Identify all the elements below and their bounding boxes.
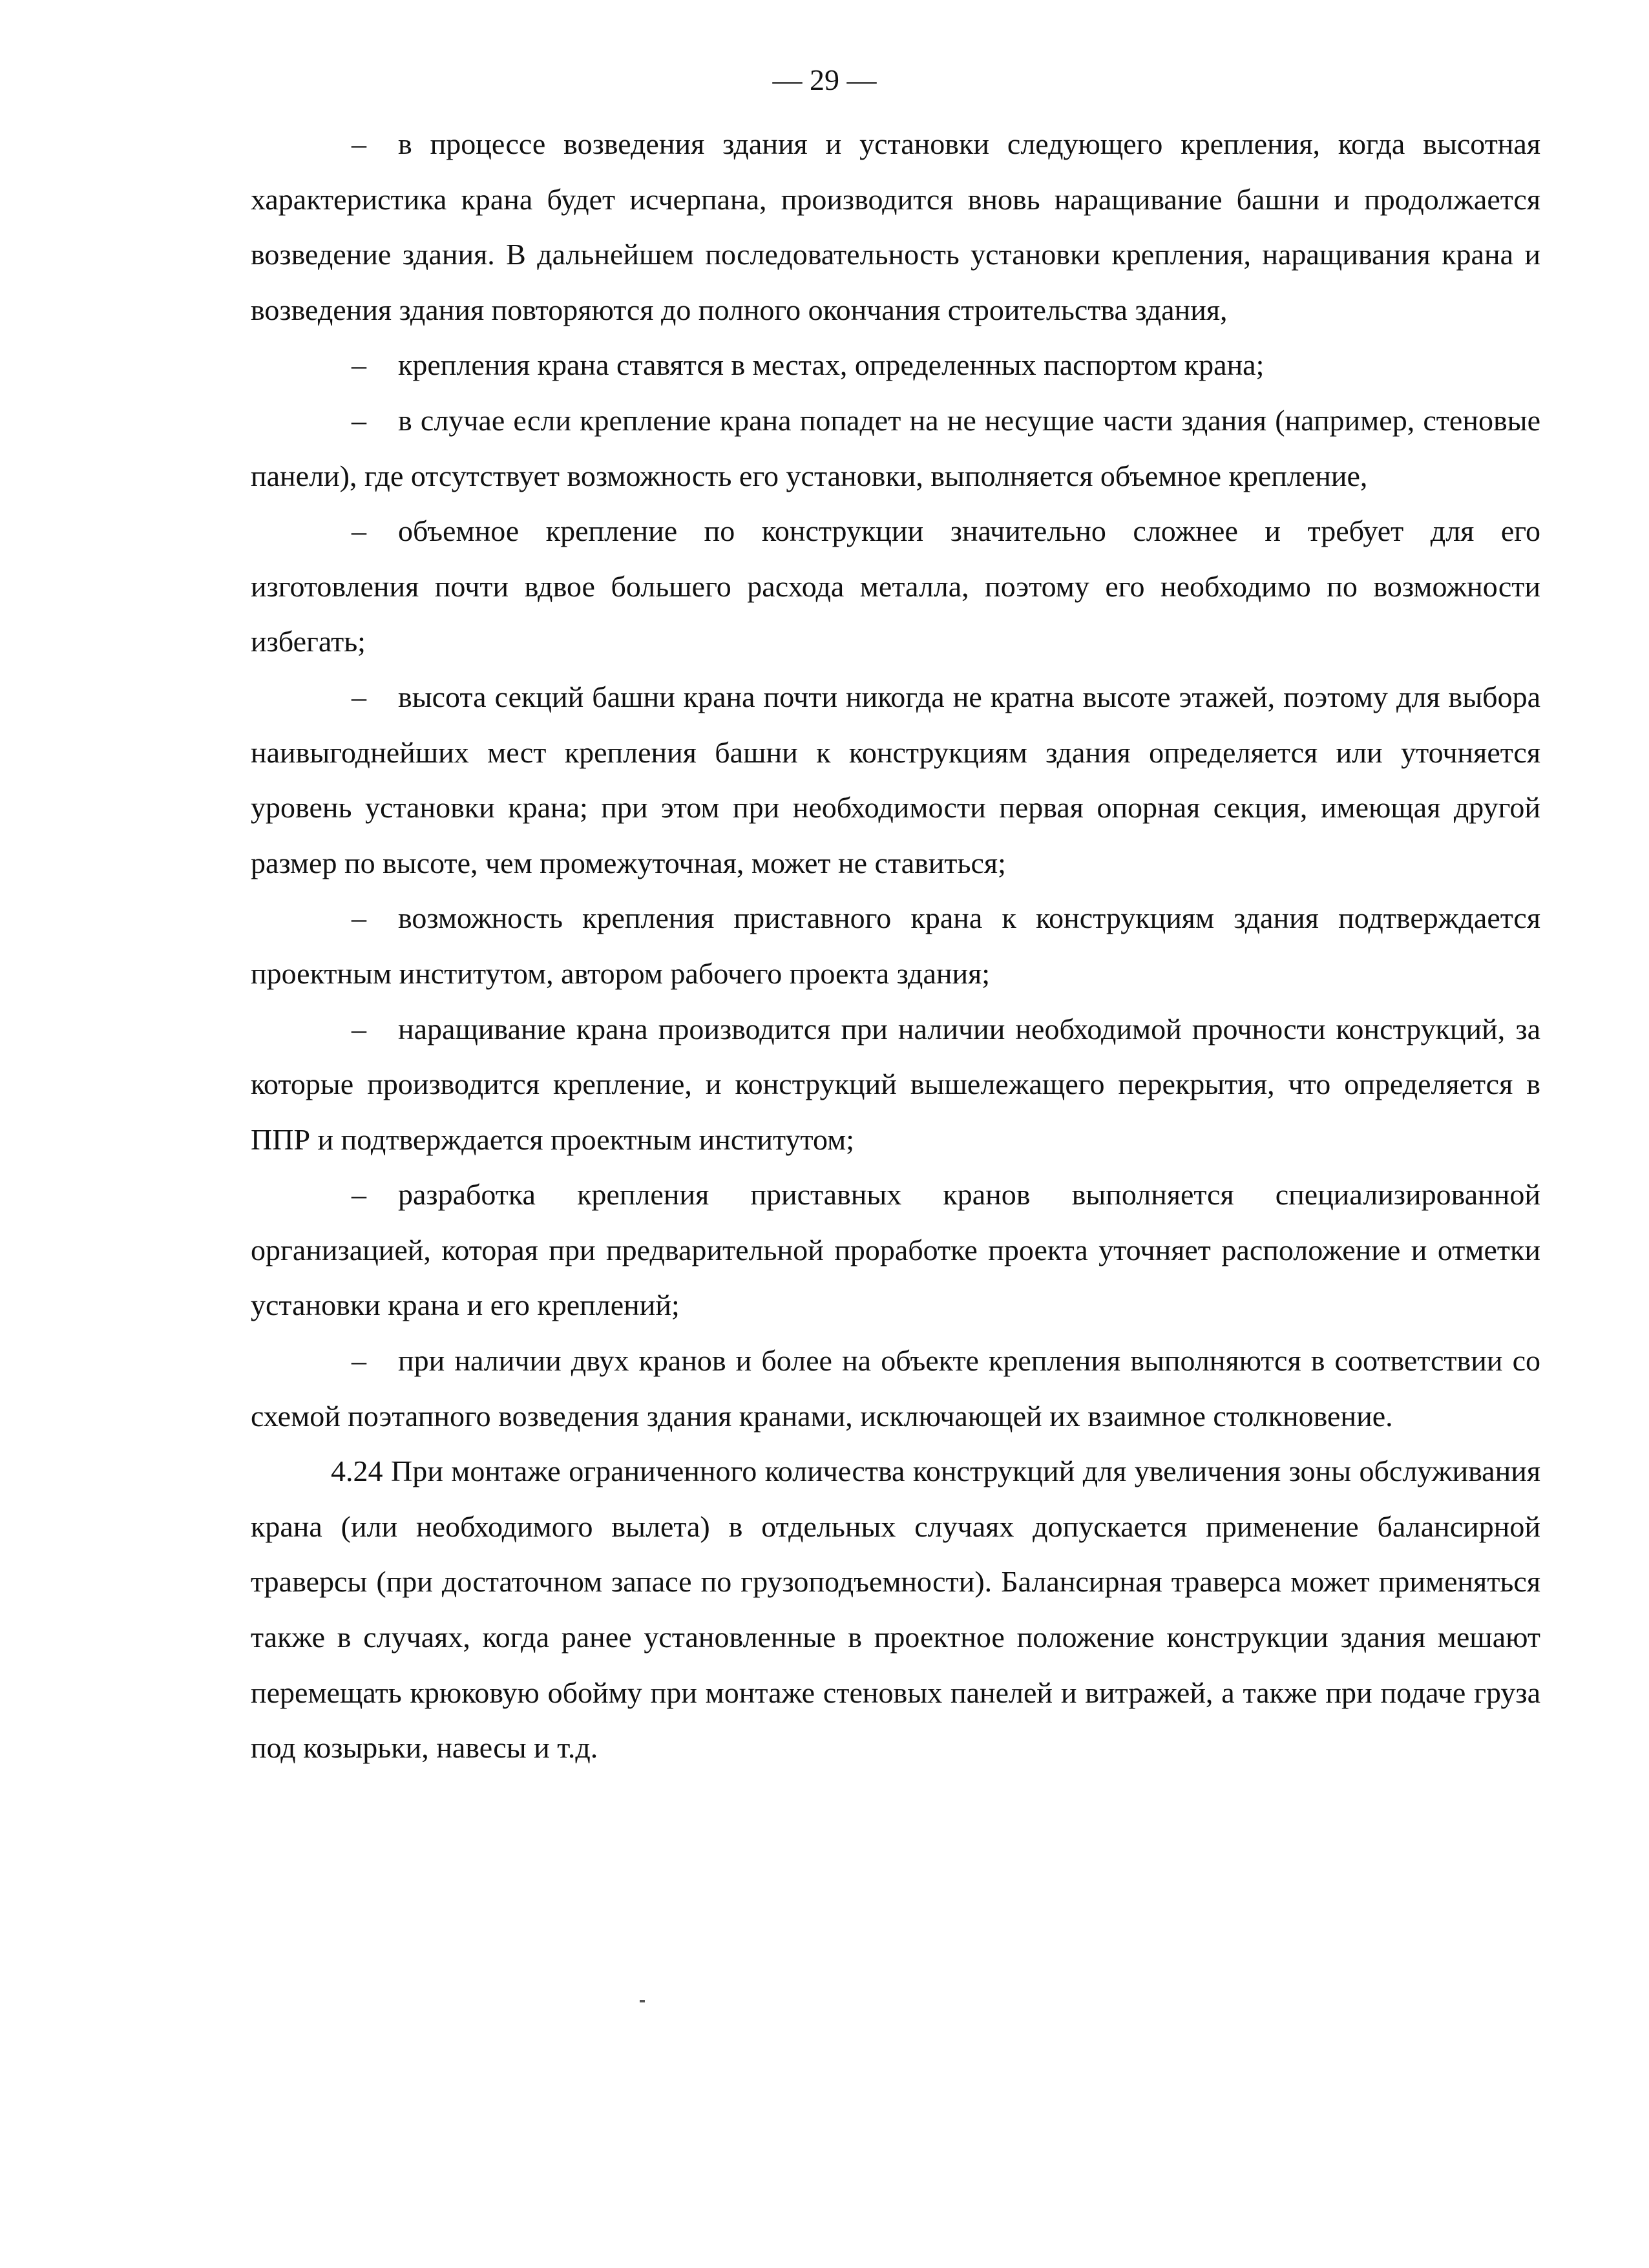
list-dash: – — [352, 901, 366, 935]
list-item — [251, 337, 1540, 393]
list-item-text: в процессе возведения здания и установки следующего крепления, когда высотная характеристика крана будет исчерпана, производится вновь наращивание башни и продолжается возведение здания. В дальнейшем последовательность установки крепления, наращивания крана и возведения здания повторяются до полного окончания строительства здания, — [251, 127, 1540, 326]
list-item-text: наращивание крана производится при наличии необходимой прочности конструкций, за которые производится крепление, и конструкций вышележащего перекрытия, что определяется в ППР и подтверждается проектным институтом; — [251, 1012, 1540, 1156]
list-dash: – — [352, 127, 366, 160]
page-number: — 29 — — [772, 63, 877, 96]
list-item — [251, 1333, 1540, 1444]
list-item — [251, 1002, 1540, 1168]
list-dash: – — [352, 1012, 366, 1045]
list-item — [251, 393, 1540, 503]
body-text — [251, 116, 1540, 1776]
list-item-text: при наличии двух кранов и более на объекте крепления выполняются в соответствии со схемой поэтапного возведения здания кранами, исключающей их взаимное столкновение. — [251, 1344, 1540, 1433]
list-item — [251, 1167, 1540, 1333]
list-item-text: объемное крепление по конструкции значительно сложнее и требует для его изготовления почти вдвое большего расхода металла, поэтому его необходимо по возможности избегать; — [251, 514, 1540, 658]
list-dash: – — [352, 1178, 366, 1212]
section-paragraph: 4.24 При монтаже ограниченного количества конструкций для увеличения зоны обслуживания крана (или необходимого вылета) в отдельных случаях допускается применение балансирной траверсы (при достаточном запасе по грузоподъемности). Балансирная траверса может применяться также в случаях, когда ранее установленные в проектное положение конструкции здания мешают перемещать крюковую обойму при монтаже стеновых панелей и витражей, а также при подаче груза под козырьки, навесы и т.д. — [251, 1454, 1540, 1765]
list-item — [251, 116, 1540, 337]
list-item-text: в случае если крепление крана попадет на не несущие части здания (например, стеновые панели), где отсутствует возможность его установки, выполняется объемное крепление, — [251, 403, 1540, 492]
list-item-text: высота секций башни крана почти никогда не кратна высоте этажей, поэтому для выбора наивыгоднейших мест крепления башни к конструкциям здания определяется или уточняется уровень установки крана; при этом при необходимости первая опорная секция, имеющая другой размер по высоте, чем промежуточная, может не ставиться; — [251, 680, 1540, 879]
list-item-text: разработка крепления приставных кранов выполняется специализированной организацией, которая при предварительной проработке проекта уточняет расположение и отметки установки крана и его креплений; — [251, 1178, 1540, 1322]
list-item — [251, 503, 1540, 669]
list-dash: – — [352, 403, 366, 437]
scan-speck — [640, 2000, 645, 2002]
list-dash: – — [352, 1344, 366, 1378]
list-dash: – — [352, 348, 366, 382]
list-item-text: крепления крана ставятся в местах, определенных паспортом крана; — [398, 348, 1265, 382]
list-dash: – — [352, 514, 366, 548]
list-dash: – — [352, 680, 366, 713]
list-item — [251, 890, 1540, 1001]
list-item — [251, 669, 1540, 890]
list-item-text: возможность крепления приставного крана к конструкциям здания подтверждается проектным институтом, автором рабочего проекта здания; — [251, 901, 1540, 990]
